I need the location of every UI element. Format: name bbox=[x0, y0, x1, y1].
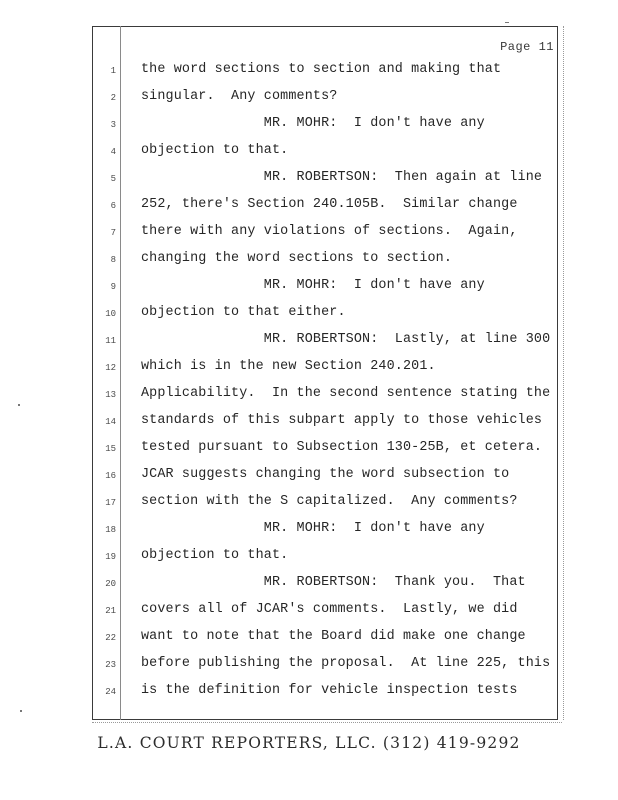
line-number: 14 bbox=[105, 417, 116, 427]
line-number: 2 bbox=[110, 93, 116, 103]
transcript-line bbox=[0, 143, 600, 170]
line-text: MR. MOHR: I don't have any bbox=[141, 278, 485, 293]
line-text: MR. MOHR: I don't have any bbox=[141, 116, 485, 131]
line-number: 4 bbox=[110, 147, 116, 157]
line-number: 20 bbox=[105, 579, 116, 589]
line-text: before publishing the proposal. At line 225, this bbox=[141, 656, 551, 671]
transcript-line bbox=[0, 386, 600, 413]
line-text: MR. ROBERTSON: Lastly, at line 300 bbox=[141, 332, 551, 347]
line-number: 7 bbox=[110, 228, 116, 238]
line-number: 18 bbox=[105, 525, 116, 535]
line-number: 22 bbox=[105, 633, 116, 643]
reporter-footer: L.A. COURT REPORTERS, LLC. (312) 419-9292 bbox=[97, 734, 521, 752]
transcript-line bbox=[0, 89, 600, 116]
line-text: objection to that either. bbox=[141, 305, 346, 320]
line-number: 5 bbox=[110, 174, 116, 184]
transcript-line bbox=[0, 197, 600, 224]
transcript-line bbox=[0, 305, 600, 332]
transcript-line bbox=[0, 332, 600, 359]
line-number: 15 bbox=[105, 444, 116, 454]
transcript-line bbox=[0, 521, 600, 548]
line-text: MR. MOHR: I don't have any bbox=[141, 521, 485, 536]
line-text: covers all of JCAR's comments. Lastly, we did bbox=[141, 602, 518, 617]
line-number: 21 bbox=[105, 606, 116, 616]
transcript-line bbox=[0, 116, 600, 143]
line-text: there with any violations of sections. Again, bbox=[141, 224, 518, 239]
line-number: 19 bbox=[105, 552, 116, 562]
line-text: MR. ROBERTSON: Thank you. That bbox=[141, 575, 526, 590]
transcript-line bbox=[0, 656, 600, 683]
bottom-margin-rule bbox=[92, 722, 562, 723]
line-text: objection to that. bbox=[141, 143, 289, 158]
scan-speck bbox=[18, 404, 20, 406]
line-number: 6 bbox=[110, 201, 116, 211]
transcript-line bbox=[0, 629, 600, 656]
line-text: MR. ROBERTSON: Then again at line bbox=[141, 170, 543, 185]
line-number: 23 bbox=[105, 660, 116, 670]
line-text: is the definition for vehicle inspection tests bbox=[141, 683, 518, 698]
line-number: 16 bbox=[105, 471, 116, 481]
line-text: objection to that. bbox=[141, 548, 289, 563]
line-number: 8 bbox=[110, 255, 116, 265]
transcript-line bbox=[0, 548, 600, 575]
line-text: standards of this subpart apply to those vehicles bbox=[141, 413, 543, 428]
line-text: the word sections to section and making that bbox=[141, 62, 502, 77]
line-text: changing the word sections to section. bbox=[141, 251, 453, 266]
page-number: Page 11 bbox=[500, 40, 554, 54]
transcript-line bbox=[0, 602, 600, 629]
transcript-line bbox=[0, 467, 600, 494]
line-number: 17 bbox=[105, 498, 116, 508]
line-number: 1 bbox=[110, 66, 116, 76]
transcript-line bbox=[0, 683, 600, 710]
transcript-line bbox=[0, 575, 600, 602]
line-text: tested pursuant to Subsection 130-25B, et cetera. bbox=[141, 440, 543, 455]
line-text: singular. Any comments? bbox=[141, 89, 338, 104]
transcript-line bbox=[0, 494, 600, 521]
transcript-line bbox=[0, 170, 600, 197]
transcript-line bbox=[0, 224, 600, 251]
line-number: 10 bbox=[105, 309, 116, 319]
line-number: 12 bbox=[105, 363, 116, 373]
line-number: 13 bbox=[105, 390, 116, 400]
line-number: 9 bbox=[110, 282, 116, 292]
line-text: 252, there's Section 240.105B. Similar change bbox=[141, 197, 518, 212]
line-number: 3 bbox=[110, 120, 116, 130]
transcript-line bbox=[0, 413, 600, 440]
transcript-line bbox=[0, 359, 600, 386]
transcript-line bbox=[0, 440, 600, 467]
line-text: want to note that the Board did make one change bbox=[141, 629, 526, 644]
scan-speck bbox=[20, 710, 22, 712]
line-text: which is in the new Section 240.201. bbox=[141, 359, 436, 374]
line-number: 24 bbox=[105, 687, 116, 697]
line-text: Applicability. In the second sentence stating the bbox=[141, 386, 551, 401]
line-text: JCAR suggests changing the word subsection to bbox=[141, 467, 510, 482]
line-number: 11 bbox=[105, 336, 116, 346]
transcript-line bbox=[0, 62, 600, 89]
line-text: section with the S capitalized. Any comments? bbox=[141, 494, 518, 509]
transcript-line bbox=[0, 251, 600, 278]
scan-speck bbox=[505, 22, 509, 23]
transcript-line bbox=[0, 278, 600, 305]
